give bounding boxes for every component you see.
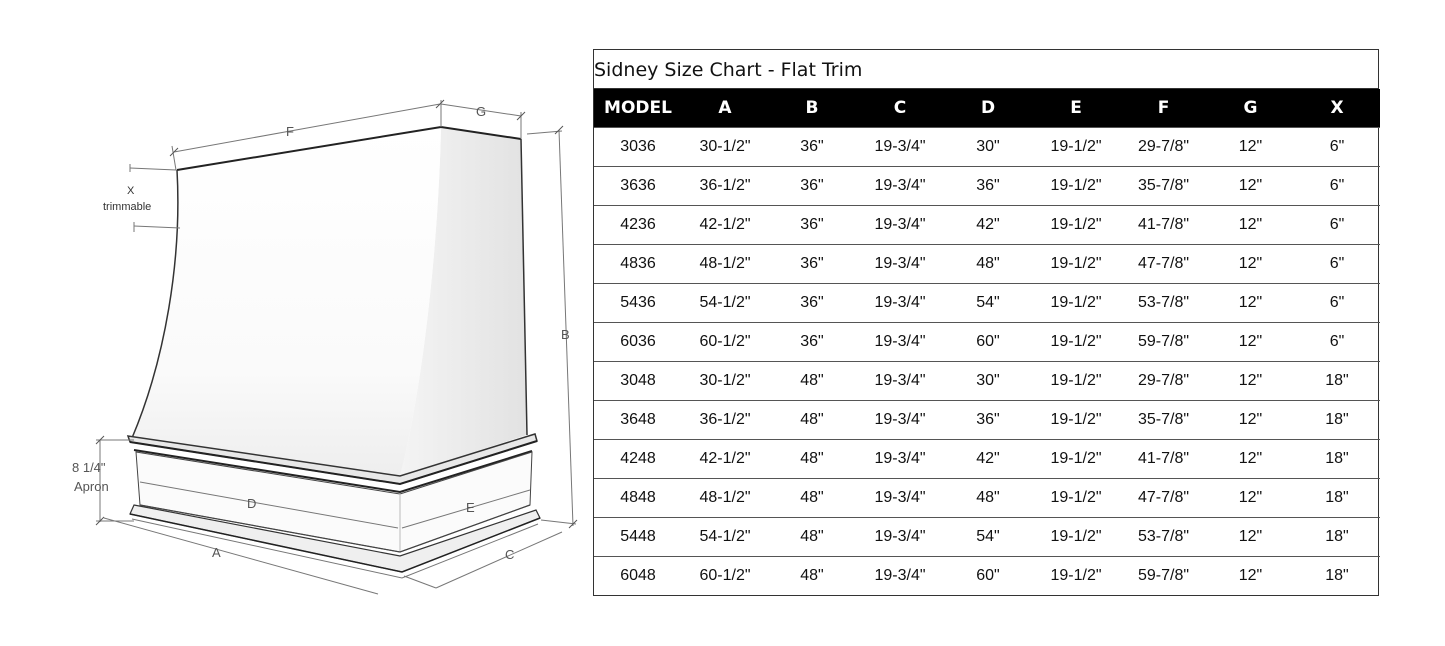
table-cell-g: 12"	[1207, 245, 1294, 284]
table-cell-x: 18"	[1294, 479, 1380, 518]
table-cell-f: 29-7/8"	[1120, 128, 1207, 167]
table-cell-f: 41-7/8"	[1120, 206, 1207, 245]
dim-label-d: D	[247, 496, 257, 511]
table-cell-e: 19-1/2"	[1032, 245, 1120, 284]
table-cell-f: 53-7/8"	[1120, 518, 1207, 557]
table-cell-b: 36"	[768, 245, 856, 284]
dim-label-e: E	[466, 500, 475, 515]
table-cell-c: 19-3/4"	[856, 518, 944, 557]
table-cell-b: 48"	[768, 479, 856, 518]
table-cell-x: 6"	[1294, 245, 1380, 284]
table-cell-g: 12"	[1207, 401, 1294, 440]
table-row	[594, 518, 1380, 557]
table-cell-e: 19-1/2"	[1032, 557, 1120, 596]
table-cell-c: 19-3/4"	[856, 401, 944, 440]
table-cell-d: 36"	[944, 167, 1032, 206]
table-cell-e: 19-1/2"	[1032, 206, 1120, 245]
table-cell-g: 12"	[1207, 323, 1294, 362]
table-cell-d: 60"	[944, 323, 1032, 362]
table-cell-x: 18"	[1294, 557, 1380, 596]
table-cell-g: 12"	[1207, 557, 1294, 596]
table-cell-b: 36"	[768, 167, 856, 206]
column-header-a: A	[682, 89, 768, 128]
table-cell-a: 60-1/2"	[682, 323, 768, 362]
table-cell-x: 18"	[1294, 401, 1380, 440]
table-cell-e: 19-1/2"	[1032, 284, 1120, 323]
column-header-x: X	[1294, 89, 1380, 128]
table-cell-a: 30-1/2"	[682, 128, 768, 167]
table-cell-x: 18"	[1294, 362, 1380, 401]
table-cell-x: 18"	[1294, 518, 1380, 557]
table-cell-model: 6048	[594, 557, 682, 596]
table-cell-c: 19-3/4"	[856, 362, 944, 401]
table-cell-model: 5436	[594, 284, 682, 323]
table-row	[594, 479, 1380, 518]
size-chart-table	[594, 89, 1380, 595]
table-cell-model: 4248	[594, 440, 682, 479]
table-cell-b: 48"	[768, 362, 856, 401]
table-cell-a: 42-1/2"	[682, 440, 768, 479]
table-row	[594, 557, 1380, 596]
table-cell-model: 3048	[594, 362, 682, 401]
dim-label-g: G	[476, 104, 487, 119]
table-cell-x: 6"	[1294, 284, 1380, 323]
table-cell-c: 19-3/4"	[856, 323, 944, 362]
table-cell-f: 59-7/8"	[1120, 323, 1207, 362]
table-cell-b: 36"	[768, 206, 856, 245]
table-cell-a: 36-1/2"	[682, 167, 768, 206]
table-cell-e: 19-1/2"	[1032, 440, 1120, 479]
table-cell-model: 4236	[594, 206, 682, 245]
table-header-row	[594, 89, 1380, 128]
table-cell-d: 30"	[944, 128, 1032, 167]
table-cell-c: 19-3/4"	[856, 557, 944, 596]
dim-label-b: B	[561, 327, 570, 342]
table-row	[594, 245, 1380, 284]
dim-label-x-note: trimmable	[103, 201, 152, 213]
table-cell-d: 48"	[944, 479, 1032, 518]
table-cell-a: 60-1/2"	[682, 557, 768, 596]
table-cell-model: 3036	[594, 128, 682, 167]
table-cell-model: 3648	[594, 401, 682, 440]
table-cell-f: 41-7/8"	[1120, 440, 1207, 479]
column-header-d: D	[944, 89, 1032, 128]
column-header-f: F	[1120, 89, 1207, 128]
table-cell-d: 54"	[944, 284, 1032, 323]
table-row	[594, 440, 1380, 479]
dim-label-f: F	[286, 124, 294, 139]
table-cell-g: 12"	[1207, 479, 1294, 518]
table-cell-f: 47-7/8"	[1120, 245, 1207, 284]
table-cell-g: 12"	[1207, 440, 1294, 479]
table-cell-d: 48"	[944, 245, 1032, 284]
table-cell-c: 19-3/4"	[856, 479, 944, 518]
table-cell-a: 54-1/2"	[682, 284, 768, 323]
table-cell-d: 36"	[944, 401, 1032, 440]
table-cell-g: 12"	[1207, 284, 1294, 323]
table-row	[594, 362, 1380, 401]
column-header-c: C	[856, 89, 944, 128]
table-cell-x: 6"	[1294, 128, 1380, 167]
table-cell-b: 48"	[768, 401, 856, 440]
table-cell-g: 12"	[1207, 362, 1294, 401]
table-cell-model: 5448	[594, 518, 682, 557]
table-cell-d: 54"	[944, 518, 1032, 557]
table-cell-f: 53-7/8"	[1120, 284, 1207, 323]
table-cell-x: 6"	[1294, 323, 1380, 362]
table-cell-a: 36-1/2"	[682, 401, 768, 440]
table-cell-e: 19-1/2"	[1032, 167, 1120, 206]
table-row	[594, 401, 1380, 440]
table-cell-b: 48"	[768, 557, 856, 596]
dim-label-apron-height: 8 1/4"	[72, 460, 106, 475]
table-cell-a: 30-1/2"	[682, 362, 768, 401]
table-cell-g: 12"	[1207, 128, 1294, 167]
table-cell-b: 36"	[768, 323, 856, 362]
dim-label-x: X	[127, 185, 135, 197]
column-header-g: G	[1207, 89, 1294, 128]
table-cell-e: 19-1/2"	[1032, 323, 1120, 362]
table-cell-b: 36"	[768, 284, 856, 323]
dim-label-a: A	[212, 545, 221, 560]
size-chart-title: Sidney Size Chart - Flat Trim	[594, 50, 1378, 89]
table-cell-a: 54-1/2"	[682, 518, 768, 557]
table-row	[594, 323, 1380, 362]
table-cell-f: 35-7/8"	[1120, 167, 1207, 206]
table-cell-a: 48-1/2"	[682, 245, 768, 284]
column-header-model: MODEL	[594, 89, 682, 128]
table-cell-c: 19-3/4"	[856, 440, 944, 479]
table-cell-b: 48"	[768, 518, 856, 557]
table-cell-f: 59-7/8"	[1120, 557, 1207, 596]
table-cell-x: 6"	[1294, 167, 1380, 206]
table-cell-c: 19-3/4"	[856, 128, 944, 167]
table-cell-f: 35-7/8"	[1120, 401, 1207, 440]
hood-front-face	[132, 127, 441, 476]
table-cell-d: 30"	[944, 362, 1032, 401]
table-cell-g: 12"	[1207, 167, 1294, 206]
table-cell-model: 4836	[594, 245, 682, 284]
table-row	[594, 206, 1380, 245]
table-cell-model: 6036	[594, 323, 682, 362]
table-cell-a: 48-1/2"	[682, 479, 768, 518]
table-cell-d: 42"	[944, 206, 1032, 245]
table-cell-e: 19-1/2"	[1032, 128, 1120, 167]
table-cell-d: 42"	[944, 440, 1032, 479]
table-cell-a: 42-1/2"	[682, 206, 768, 245]
table-cell-c: 19-3/4"	[856, 167, 944, 206]
table-cell-g: 12"	[1207, 206, 1294, 245]
column-header-b: B	[768, 89, 856, 128]
table-cell-d: 60"	[944, 557, 1032, 596]
table-cell-x: 18"	[1294, 440, 1380, 479]
table-cell-x: 6"	[1294, 206, 1380, 245]
table-cell-c: 19-3/4"	[856, 284, 944, 323]
table-cell-b: 48"	[768, 440, 856, 479]
table-cell-e: 19-1/2"	[1032, 401, 1120, 440]
table-cell-model: 4848	[594, 479, 682, 518]
table-cell-model: 3636	[594, 167, 682, 206]
table-row	[594, 167, 1380, 206]
table-cell-f: 29-7/8"	[1120, 362, 1207, 401]
table-cell-b: 36"	[768, 128, 856, 167]
column-header-e: E	[1032, 89, 1120, 128]
table-cell-e: 19-1/2"	[1032, 362, 1120, 401]
dim-label-c: C	[505, 547, 515, 562]
table-cell-e: 19-1/2"	[1032, 479, 1120, 518]
table-cell-c: 19-3/4"	[856, 206, 944, 245]
dim-label-apron: Apron	[74, 479, 109, 494]
table-cell-f: 47-7/8"	[1120, 479, 1207, 518]
table-row	[594, 284, 1380, 323]
table-cell-g: 12"	[1207, 518, 1294, 557]
range-hood-diagram	[0, 0, 590, 646]
table-row	[594, 128, 1380, 167]
table-cell-e: 19-1/2"	[1032, 518, 1120, 557]
size-chart	[593, 49, 1379, 596]
table-cell-c: 19-3/4"	[856, 245, 944, 284]
